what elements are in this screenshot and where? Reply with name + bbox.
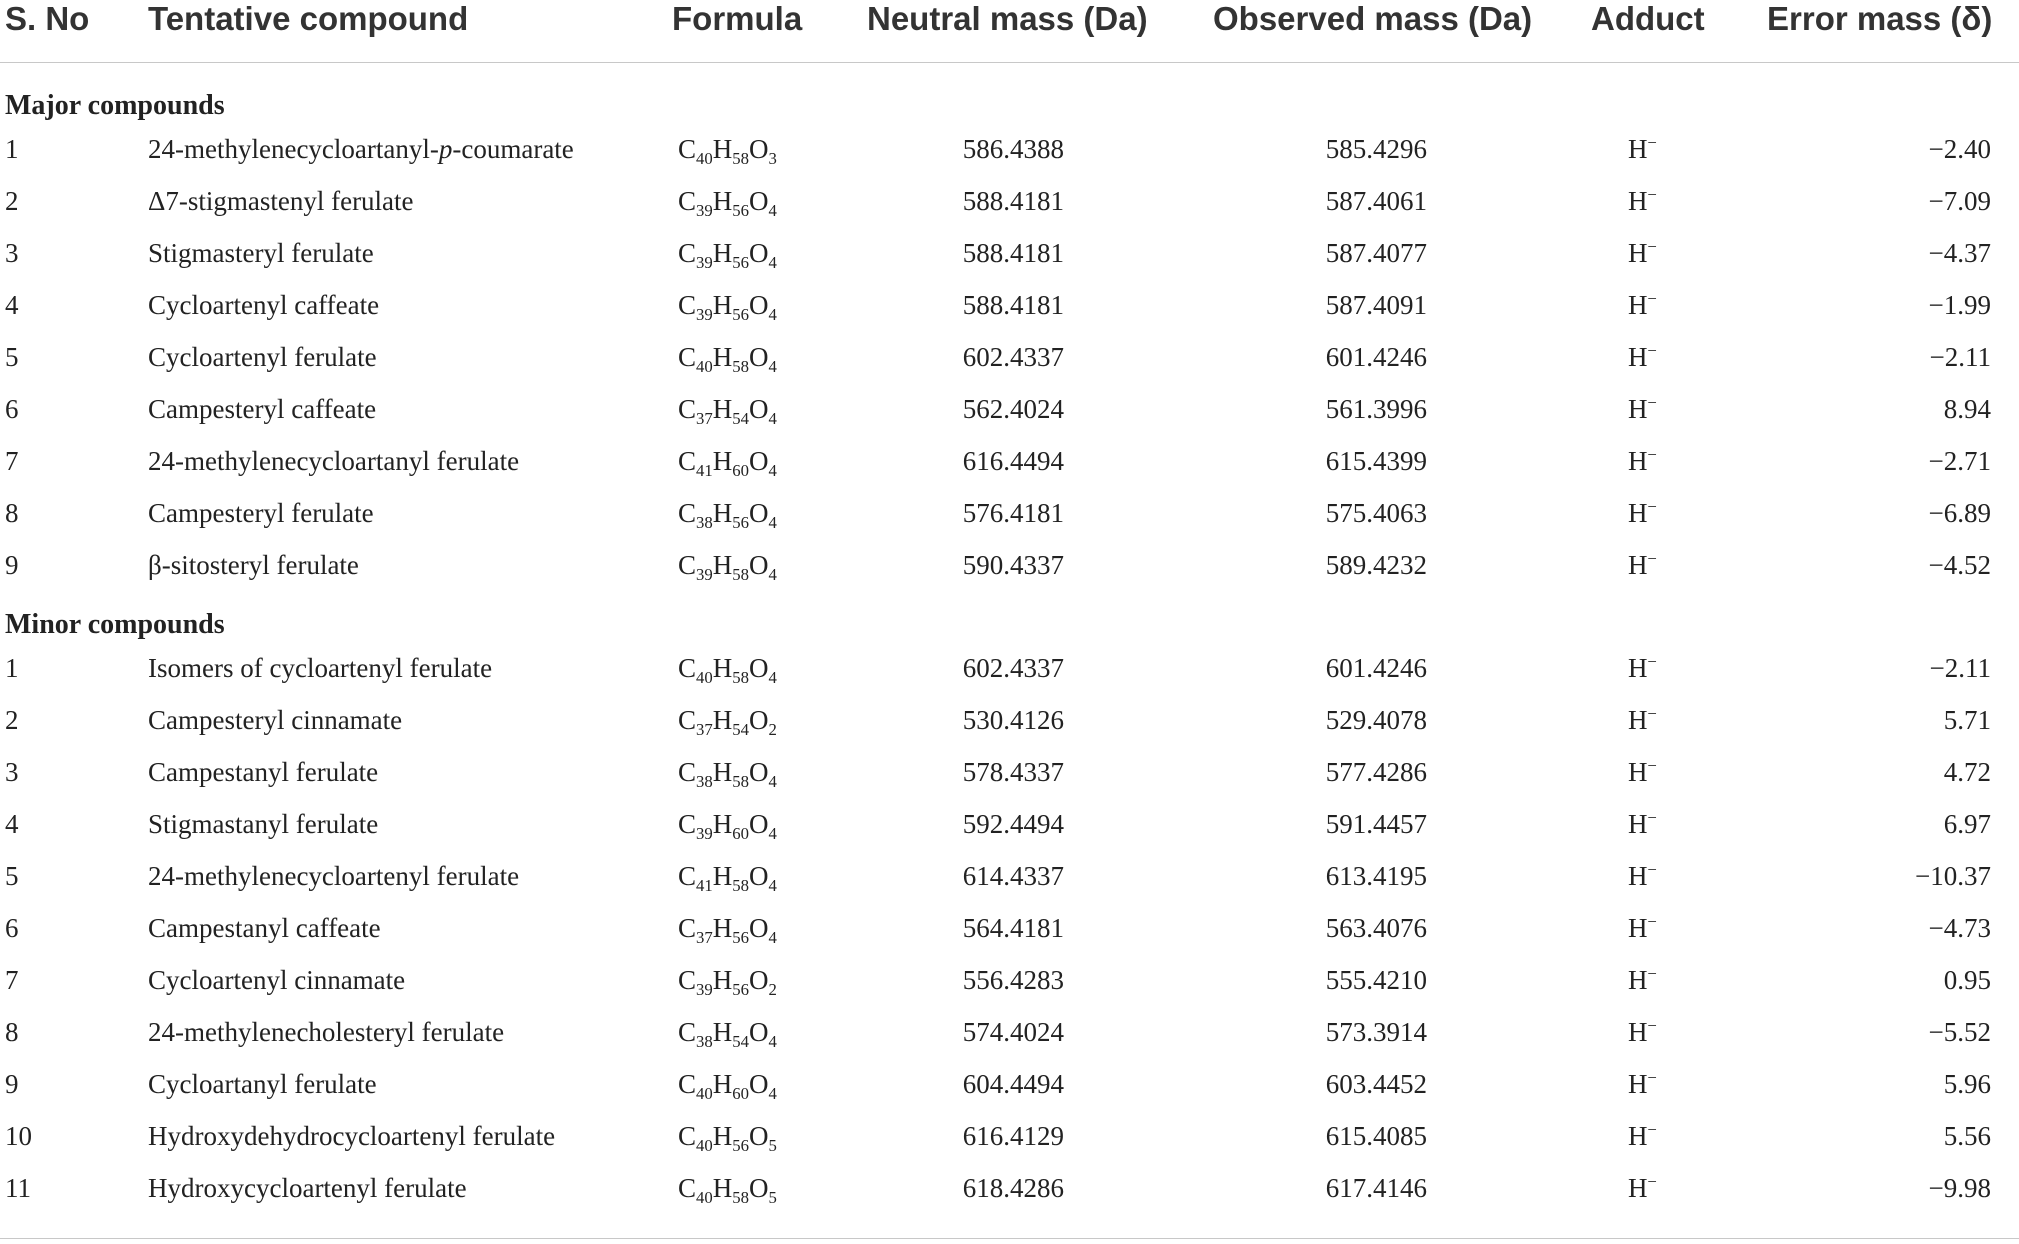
cell-adduct: H− (1628, 340, 1657, 372)
cell-adduct: H− (1628, 911, 1657, 943)
cell-observed-mass: 613.4195 (1325, 861, 1427, 891)
cell-neutral-mass: 576.4181 (962, 498, 1064, 528)
cell-adduct: H− (1628, 444, 1657, 476)
table-row (0, 1121, 2019, 1173)
cell-formula: $C_{39}H_{60}O_4$ (678, 809, 777, 843)
header-observed-mass: Observed mass (Da) (1213, 0, 1533, 37)
section-heading: Minor compounds (5, 609, 225, 640)
cell-neutral-mass: 586.4388 (962, 134, 1064, 164)
cell-adduct: H− (1628, 548, 1657, 580)
cell-error-mass: 5.56 (1943, 1121, 1991, 1151)
cell-formula: $C_{40}H_{56}O_5$ (678, 1121, 777, 1155)
cell-adduct: H− (1628, 1119, 1657, 1151)
cell-observed-mass: 575.4063 (1325, 498, 1427, 528)
cell-sno: 2 (5, 186, 19, 216)
table-row (0, 394, 2019, 446)
table-row (0, 238, 2019, 290)
cell-observed-mass: 589.4232 (1325, 550, 1427, 580)
cell-compound: Hydroxydehydrocycloartenyl ferulate (148, 1121, 556, 1151)
cell-observed-mass: 563.4076 (1325, 913, 1427, 943)
cell-compound: 24-methylenecycloartanyl-p-coumarate (148, 134, 574, 164)
cell-error-mass: 6.97 (1943, 809, 1991, 839)
cell-observed-mass: 615.4085 (1325, 1121, 1427, 1151)
cell-sno: 6 (5, 394, 19, 424)
table-row (0, 1069, 2019, 1121)
bottom-divider (0, 1238, 2019, 1239)
cell-neutral-mass: 590.4337 (962, 550, 1064, 580)
cell-formula: $C_{37}H_{54}O_4$ (678, 394, 777, 428)
cell-compound: Cycloartenyl ferulate (148, 342, 377, 372)
cell-formula: $C_{41}H_{60}O_4$ (678, 446, 777, 480)
cell-formula: $C_{40}H_{58}O_4$ (678, 653, 777, 687)
cell-neutral-mass: 588.4181 (962, 290, 1064, 320)
cell-compound: 24-methylenecholesteryl ferulate (148, 1017, 505, 1047)
cell-error-mass: −2.40 (1928, 134, 1991, 164)
cell-error-mass: −4.52 (1928, 550, 1991, 580)
cell-sno: 4 (5, 290, 19, 320)
cell-sno: 5 (5, 342, 19, 372)
cell-formula: $C_{41}H_{58}O_4$ (678, 861, 777, 895)
cell-error-mass: −6.89 (1928, 498, 1991, 528)
cell-adduct: H− (1628, 1015, 1657, 1047)
cell-error-mass: 4.72 (1943, 757, 1991, 787)
cell-observed-mass: 587.4077 (1325, 238, 1427, 268)
cell-neutral-mass: 618.4286 (962, 1173, 1064, 1203)
cell-formula: $C_{40}H_{58}O_3$ (678, 134, 777, 168)
table-row (0, 757, 2019, 809)
cell-adduct: H− (1628, 184, 1657, 216)
cell-neutral-mass: 562.4024 (962, 394, 1064, 424)
cell-sno: 2 (5, 705, 19, 735)
cell-observed-mass: 601.4246 (1325, 653, 1427, 683)
cell-neutral-mass: 602.4337 (962, 653, 1064, 683)
cell-compound: Hydroxycycloartenyl ferulate (148, 1173, 467, 1203)
cell-neutral-mass: 616.4129 (962, 1121, 1064, 1151)
cell-adduct: H− (1628, 392, 1657, 424)
cell-formula: $C_{40}H_{58}O_4$ (678, 342, 777, 376)
cell-observed-mass: 555.4210 (1325, 965, 1427, 995)
cell-compound: Stigmastanyl ferulate (148, 809, 379, 839)
cell-neutral-mass: 616.4494 (962, 446, 1064, 476)
cell-error-mass: −2.11 (1929, 342, 1991, 372)
cell-observed-mass: 587.4061 (1325, 186, 1427, 216)
header-error-mass: Error mass (δ) (1767, 0, 1993, 37)
cell-adduct: H− (1628, 703, 1657, 735)
cell-compound: 24-methylenecycloartanyl ferulate (148, 446, 520, 476)
table-row (0, 134, 2019, 186)
cell-compound: Isomers of cycloartenyl ferulate (148, 653, 493, 683)
cell-adduct: H− (1628, 651, 1657, 683)
cell-observed-mass: 577.4286 (1325, 757, 1427, 787)
cell-sno: 8 (5, 1017, 19, 1047)
cell-formula: $C_{39}H_{58}O_4$ (678, 550, 777, 584)
cell-error-mass: −2.11 (1929, 653, 1991, 683)
cell-observed-mass: 617.4146 (1325, 1173, 1427, 1203)
cell-observed-mass: 591.4457 (1325, 809, 1427, 839)
cell-observed-mass: 587.4091 (1325, 290, 1427, 320)
cell-formula: $C_{38}H_{54}O_4$ (678, 1017, 777, 1051)
cell-compound: β-sitosteryl ferulate (148, 550, 359, 580)
cell-formula: $C_{39}H_{56}O_2$ (678, 965, 777, 999)
cell-compound: Campesteryl caffeate (148, 394, 377, 424)
cell-neutral-mass: 602.4337 (962, 342, 1064, 372)
cell-error-mass: −7.09 (1928, 186, 1991, 216)
cell-error-mass: −9.98 (1928, 1173, 1991, 1203)
table-row (0, 446, 2019, 498)
cell-adduct: H− (1628, 755, 1657, 787)
cell-neutral-mass: 588.4181 (962, 186, 1064, 216)
cell-sno: 9 (5, 1069, 19, 1099)
table-row (0, 705, 2019, 757)
cell-sno: 8 (5, 498, 19, 528)
table-row (0, 342, 2019, 394)
cell-sno: 4 (5, 809, 19, 839)
cell-adduct: H− (1628, 1067, 1657, 1099)
cell-formula: $C_{39}H_{56}O_4$ (678, 186, 777, 220)
table-row (0, 965, 2019, 1017)
cell-observed-mass: 615.4399 (1325, 446, 1427, 476)
header-formula: Formula (672, 0, 803, 37)
table-row (0, 913, 2019, 965)
cell-sno: 6 (5, 913, 19, 943)
cell-observed-mass: 601.4246 (1325, 342, 1427, 372)
cell-formula: $C_{37}H_{56}O_4$ (678, 913, 777, 947)
cell-adduct: H− (1628, 236, 1657, 268)
cell-compound: Cycloartenyl cinnamate (148, 965, 406, 995)
cell-neutral-mass: 588.4181 (962, 238, 1064, 268)
cell-formula: $C_{39}H_{56}O_4$ (678, 238, 777, 272)
cell-formula: $C_{40}H_{58}O_5$ (678, 1173, 777, 1207)
cell-error-mass: −1.99 (1928, 290, 1991, 320)
cell-formula: $C_{38}H_{58}O_4$ (678, 757, 777, 791)
cell-neutral-mass: 564.4181 (962, 913, 1064, 943)
cell-compound: Cycloartanyl ferulate (148, 1069, 377, 1099)
cell-neutral-mass: 604.4494 (962, 1069, 1064, 1099)
cell-compound: Campesteryl cinnamate (148, 705, 403, 735)
table-row (0, 809, 2019, 861)
cell-compound: 24-methylenecycloartenyl ferulate (148, 861, 520, 891)
cell-neutral-mass: 556.4283 (962, 965, 1064, 995)
cell-error-mass: 8.94 (1943, 394, 1991, 424)
cell-adduct: H− (1628, 807, 1657, 839)
cell-sno: 7 (5, 965, 19, 995)
cell-error-mass: −5.52 (1928, 1017, 1991, 1047)
cell-compound: Δ7-stigmastenyl ferulate (148, 186, 414, 216)
cell-sno: 10 (5, 1121, 32, 1151)
cell-compound: Campesteryl ferulate (148, 498, 374, 528)
cell-error-mass: −4.73 (1928, 913, 1991, 943)
cell-formula: $C_{39}H_{56}O_4$ (678, 290, 777, 324)
cell-error-mass: −2.71 (1928, 446, 1991, 476)
header-divider (0, 62, 2019, 63)
table-row (0, 498, 2019, 550)
cell-neutral-mass: 530.4126 (962, 705, 1064, 735)
cell-formula: $C_{40}H_{60}O_4$ (678, 1069, 777, 1103)
header-adduct: Adduct (1591, 0, 1705, 37)
cell-formula: $C_{38}H_{56}O_4$ (678, 498, 777, 532)
cell-neutral-mass: 578.4337 (962, 757, 1064, 787)
cell-sno: 5 (5, 861, 19, 891)
cell-observed-mass: 603.4452 (1325, 1069, 1427, 1099)
cell-observed-mass: 561.3996 (1325, 394, 1427, 424)
cell-compound: Cycloartenyl caffeate (148, 290, 380, 320)
table-row (0, 290, 2019, 342)
cell-error-mass: −4.37 (1928, 238, 1991, 268)
cell-observed-mass: 529.4078 (1325, 705, 1427, 735)
cell-error-mass: 5.71 (1943, 705, 1991, 735)
cell-compound: Stigmasteryl ferulate (148, 238, 374, 268)
cell-observed-mass: 585.4296 (1325, 134, 1427, 164)
cell-sno: 3 (5, 238, 19, 268)
cell-formula: $C_{37}H_{54}O_2$ (678, 705, 777, 739)
cell-sno: 3 (5, 757, 19, 787)
cell-observed-mass: 573.3914 (1325, 1017, 1427, 1047)
section-heading: Major compounds (5, 90, 225, 121)
cell-compound: Campestanyl ferulate (148, 757, 379, 787)
cell-sno: 1 (5, 653, 19, 683)
cell-adduct: H− (1628, 132, 1657, 164)
cell-compound: Campestanyl caffeate (148, 913, 381, 943)
cell-error-mass: −10.37 (1915, 861, 1991, 891)
header-neutral-mass: Neutral mass (Da) (867, 0, 1148, 37)
header-sno: S. No (5, 0, 90, 37)
cell-error-mass: 0.95 (1943, 965, 1991, 995)
cell-adduct: H− (1628, 496, 1657, 528)
table-row (0, 1173, 2019, 1225)
cell-neutral-mass: 592.4494 (962, 809, 1064, 839)
cell-sno: 9 (5, 550, 19, 580)
cell-sno: 11 (5, 1173, 31, 1203)
table-row (0, 653, 2019, 705)
header-compound: Tentative compound (148, 0, 469, 37)
cell-error-mass: 5.96 (1943, 1069, 1991, 1099)
cell-adduct: H− (1628, 1171, 1657, 1203)
cell-adduct: H− (1628, 288, 1657, 320)
cell-sno: 1 (5, 134, 19, 164)
cell-adduct: H− (1628, 859, 1657, 891)
cell-neutral-mass: 614.4337 (962, 861, 1064, 891)
table-row (0, 1017, 2019, 1069)
table-row (0, 550, 2019, 602)
table-row (0, 861, 2019, 913)
cell-sno: 7 (5, 446, 19, 476)
cell-adduct: H− (1628, 963, 1657, 995)
table-row (0, 186, 2019, 238)
cell-neutral-mass: 574.4024 (962, 1017, 1064, 1047)
header-row (0, 0, 2019, 40)
